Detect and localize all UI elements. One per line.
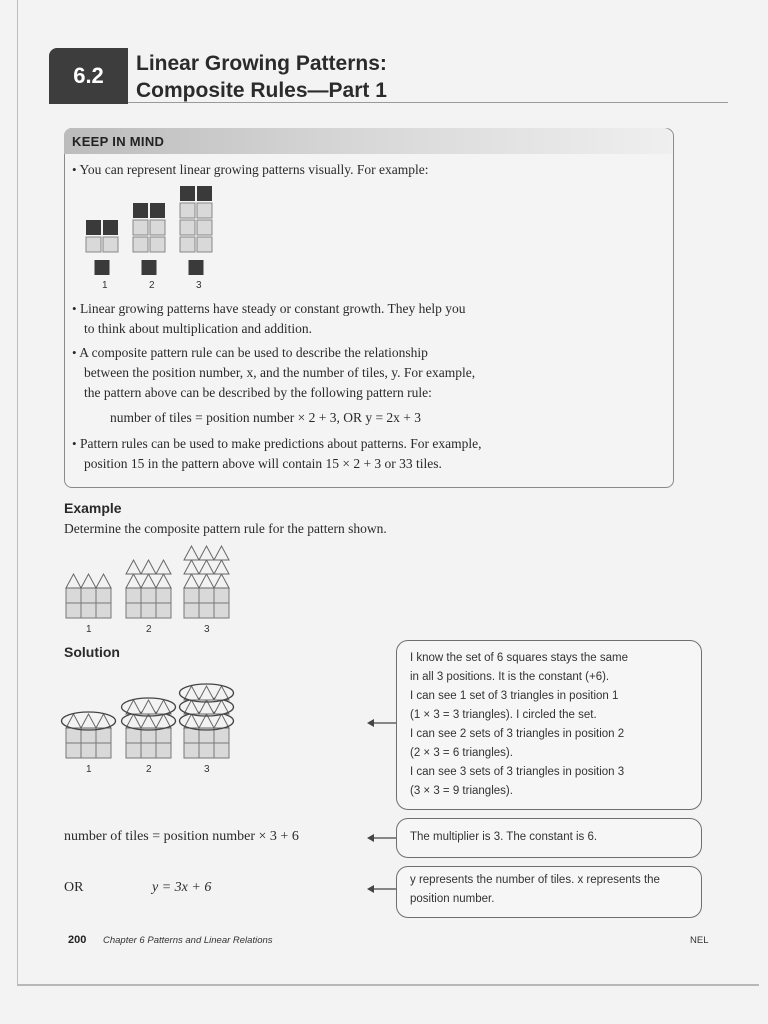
tile-square (66, 603, 81, 618)
bullet-text: Pattern rules can be used to make predictions about patterns. For example, (79, 436, 482, 451)
triangle-tile (184, 546, 199, 560)
tile-square (150, 220, 165, 235)
tile-square (214, 588, 229, 603)
title-line: Linear Growing Patterns: (136, 52, 387, 75)
tile-square (96, 743, 111, 758)
triangle-tile (184, 560, 199, 574)
tile-square (180, 203, 195, 218)
triangle-tile (156, 714, 171, 728)
tile-square (141, 603, 156, 618)
triangle-tile (141, 700, 156, 714)
bullet-text: A composite pattern rule can be used to describe the relationship (79, 345, 428, 360)
figure-label: 1 (86, 764, 92, 775)
tile-square (95, 260, 110, 275)
tile-square (180, 237, 195, 252)
tile-square (81, 743, 96, 758)
tile-square (184, 743, 199, 758)
tile-square (126, 743, 141, 758)
tile-square (141, 588, 156, 603)
bullet-text: between the position number, x, and the number of tiles, y. For example, (84, 365, 476, 380)
triangle-tile (199, 574, 214, 588)
figure-label: 2 (146, 624, 152, 635)
bullet-item: • Pattern rules can be used to make predictions about patterns. For example, position 15 in the pattern above will contain 15 × 2 + 3 or 33 tiles. (72, 434, 481, 474)
bullet-item: • A composite pattern rule can be used to describe the relationship between the position number, x, and the number of tiles, y. For example, the pattern above can be described by the following pattern rule: (72, 343, 475, 403)
tile-square (199, 588, 214, 603)
callout-text: The multiplier is 3. The constant is 6. (410, 831, 598, 843)
triangle-tile (214, 574, 229, 588)
triangle-tile (66, 574, 81, 588)
bullet-text: You can represent linear growing patterns visually. For example: (79, 162, 429, 177)
callout-line: position number. (410, 893, 495, 905)
tile-square (156, 588, 171, 603)
triangle-tile (126, 560, 141, 574)
pattern-rule: number of tiles = position number × 2 + 3, OR y = 2x + 3 (110, 410, 422, 425)
tile-square (199, 603, 214, 618)
tile-square (199, 743, 214, 758)
bullet-item: • You can represent linear growing patterns visually. For example: (72, 162, 429, 177)
triangle-tile (96, 714, 111, 728)
triangle-tile (184, 686, 199, 700)
callout-line: I can see 3 sets of 3 triangles in position 3 (410, 766, 625, 778)
tile-pattern-figure (80, 180, 240, 292)
triangle-tile (126, 700, 141, 714)
tile-square (126, 603, 141, 618)
tile-square (96, 588, 111, 603)
triangle-tile (199, 686, 214, 700)
callout-line: I know the set of 6 squares stays the same (410, 652, 628, 664)
tile-square (81, 588, 96, 603)
triangle-tile (199, 546, 214, 560)
tile-square (66, 588, 81, 603)
figure-label: 3 (204, 764, 210, 775)
tile-square (141, 743, 156, 758)
keep-in-mind-title: KEEP IN MIND (72, 134, 165, 149)
bullet-text: position 15 in the pattern above will contain 15 × 2 + 3 or 33 tiles. (84, 456, 442, 471)
tile-square (189, 260, 204, 275)
tile-square (133, 220, 148, 235)
publisher-label: NEL (690, 935, 709, 946)
tile-square (180, 186, 195, 201)
solution-figure (60, 678, 240, 778)
tile-square (126, 588, 141, 603)
triangle-tile (66, 714, 81, 728)
tile-square (156, 603, 171, 618)
tile-square (197, 186, 212, 201)
callout-line: (3 × 3 = 9 triangles). (410, 785, 513, 797)
tile-square (156, 743, 171, 758)
solution-heading: Solution (64, 644, 120, 660)
rule-words: number of tiles = position number × 3 + 6 (64, 829, 299, 844)
page-edge (17, 984, 759, 986)
page-number: 200 (68, 934, 87, 946)
triangle-tile (81, 574, 96, 588)
callout-text (410, 649, 628, 801)
figure-label: 1 (102, 280, 108, 291)
tile-square (86, 237, 101, 252)
lesson-title (136, 50, 387, 104)
callout-line: in all 3 positions. It is the constant (+6). (410, 671, 610, 683)
title-divider (128, 102, 728, 103)
bullet-text: to think about multiplication and addition. (84, 321, 312, 336)
triangle-tile (214, 714, 229, 728)
triangle-tile (184, 574, 199, 588)
tile-square (150, 203, 165, 218)
tile-square (197, 203, 212, 218)
callout-line: y represents the number of tiles. x represents the (410, 874, 660, 886)
figure-label: 3 (204, 624, 210, 635)
triangle-tile (156, 700, 171, 714)
figure-label: 1 (86, 624, 92, 635)
arrow-icon (366, 882, 398, 896)
tile-square (133, 237, 148, 252)
tile-square (133, 203, 148, 218)
callout-line: I can see 2 sets of 3 triangles in position 2 (410, 728, 625, 740)
tile-square (142, 260, 157, 275)
lesson-badge: 6.2 (49, 48, 128, 104)
bullet-item: • Linear growing patterns have steady or constant growth. They help you to think about multiplication and addition. (72, 299, 465, 339)
figure-label: 3 (196, 280, 202, 291)
tile-square (150, 237, 165, 252)
tile-square (96, 603, 111, 618)
tile-square (81, 603, 96, 618)
tile-square (197, 237, 212, 252)
tile-square (86, 220, 101, 235)
arrow-icon (366, 831, 398, 845)
figure-label: 2 (146, 764, 152, 775)
triangle-tile (199, 560, 214, 574)
tile-square (66, 728, 81, 743)
triangle-tile (96, 574, 111, 588)
example-heading: Example (64, 500, 122, 516)
tile-square (96, 728, 111, 743)
example-figure (60, 540, 240, 640)
tile-square (184, 728, 199, 743)
title-line: Composite Rules—Part 1 (136, 79, 387, 102)
triangle-tile (214, 700, 229, 714)
bullet-text: the pattern above can be described by the following pattern rule: (84, 385, 432, 400)
figure-label: 2 (149, 280, 155, 291)
triangle-tile (81, 714, 96, 728)
tile-square (184, 603, 199, 618)
arrow-icon (366, 716, 398, 730)
tile-square (214, 743, 229, 758)
tile-square (214, 603, 229, 618)
callout-line: I can see 1 set of 3 triangles in position 1 (410, 690, 619, 702)
callout-line: (2 × 3 = 6 triangles). (410, 747, 513, 759)
page-edge (17, 0, 18, 985)
rule-equation: y = 3x + 6 (152, 880, 212, 895)
triangle-tile (141, 574, 156, 588)
triangle-tile (214, 546, 229, 560)
tile-square (103, 220, 118, 235)
triangle-tile (184, 700, 199, 714)
tile-square (126, 728, 141, 743)
callout-text (410, 871, 660, 909)
example-prompt: Determine the composite pattern rule for the pattern shown. (64, 521, 387, 536)
triangle-tile (141, 560, 156, 574)
tile-square (214, 728, 229, 743)
triangle-tile (214, 560, 229, 574)
tile-square (197, 220, 212, 235)
tile-square (103, 237, 118, 252)
callout-line: (1 × 3 = 3 triangles). I circled the set. (410, 709, 597, 721)
triangle-tile (156, 574, 171, 588)
tile-square (156, 728, 171, 743)
triangle-tile (184, 714, 199, 728)
tile-square (184, 588, 199, 603)
bullet-text: Linear growing patterns have steady or constant growth. They help you (79, 301, 466, 316)
tile-square (180, 220, 195, 235)
or-label: OR (64, 880, 84, 895)
triangle-tile (156, 560, 171, 574)
tile-square (66, 743, 81, 758)
triangle-tile (214, 686, 229, 700)
chapter-label: Chapter 6 Patterns and Linear Relations (103, 935, 273, 946)
triangle-tile (126, 714, 141, 728)
triangle-tile (126, 574, 141, 588)
